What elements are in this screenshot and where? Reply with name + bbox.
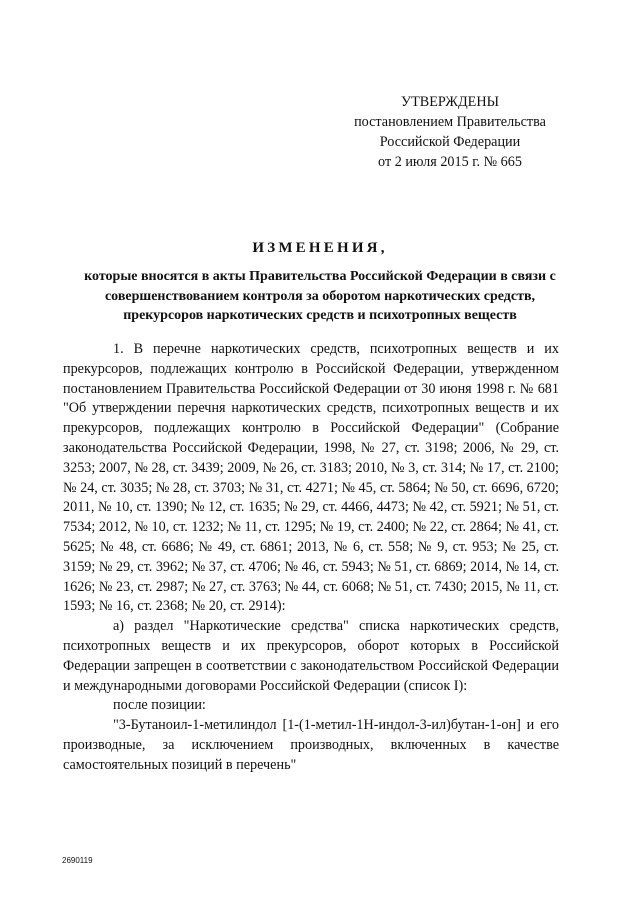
paragraph-position-quote: "3-Бутаноил-1-метилиндол [1-(1-метил-1Н-индол-3-ил)бутан-1-он] и его производные, за исключением производных, включенных в качестве самостоятельных позиций в перечень" [63,717,559,773]
document-code: 2690119 [62,856,93,865]
paragraph-1: 1. В перечне наркотических средств, психотропных веществ и их прекурсоров, подлежащих контролю в Российской Федерации, утвержденном постановлением Правительства Российской Федерации от 30 июня 1998 г. № 681 "Об утверждении перечня наркотических средств, психотропных веществ и их прекурсоров, подлежащих контролю в Российской Федерации" (Собрание законодательства Российской Федерации, 1998, № 27, ст. 3198; 2006, № 29, ст. 3253; 2007, № 28, ст. 3439; 2009, № 26, ст. 3183; 2010, № 3, ст. 314; № 17, ст. 2100; № 24, ст. 3035; № 28, ст. 3703; № 31, ст. 4271; № 45, ст. 5864; № 50, ст. 6696, 6720; 2011, № 10, ст. 1390; № 12, ст. 1635; № 29, ст. 4466, 4473; № 42, ст. 5921; № 51, ст. 7534; 2012, № 10, ст. 1232; № 11, ст. 1295; № 19, ст. 2400; № 22, ст. 2864; № 41, ст. 5625; № 48, ст. 6686; № 49, ст. 6861; 2013, № 6, ст. 558; № 9, ст. 953; № 25, ст. 3159; № 29, ст. 3962; № 37, ст. 4706; № 46, ст. 5943; № 51, ст. 6869; 2014, № 14, ст. 1626; № 23, ст. 2987; № 27, ст. 3763; № 44, ст. 6068; № 51, ст. 7430; 2015, № 11, ст. 1593; № 16, ст. 2368; № 20, ст. 2914): [63,341,559,615]
approval-authority: Российской Федерации [379,134,521,150]
approval-date-number: от 2 июля 2015 г. № 665 [378,154,522,170]
paragraph-after-position: после позиции: [113,697,206,714]
document-body [63,340,559,776]
paragraph-a: а) раздел "Наркотические средства" списка наркотических средств, психотропных веществ и их прекурсоров, оборот которых в Российской Федерации запрещен в соответствии с законодательством Российской Федерации и международными договорами Российской Федерации (список I): [63,618,559,694]
approval-title: УТВЕРЖДЕНЫ [401,94,499,110]
document-subheading: которые вносятся в акты Правительства Российской Федерации в связи с совершенствованием контроля за оборотом наркотических средств, прекурсоров наркотических средств и психотропных веществ [84,269,556,323]
document-heading: ИЗМЕНЕНИЯ, [252,240,388,256]
approval-by-line: постановлением Правительства [354,114,546,130]
approval-block [330,92,570,172]
